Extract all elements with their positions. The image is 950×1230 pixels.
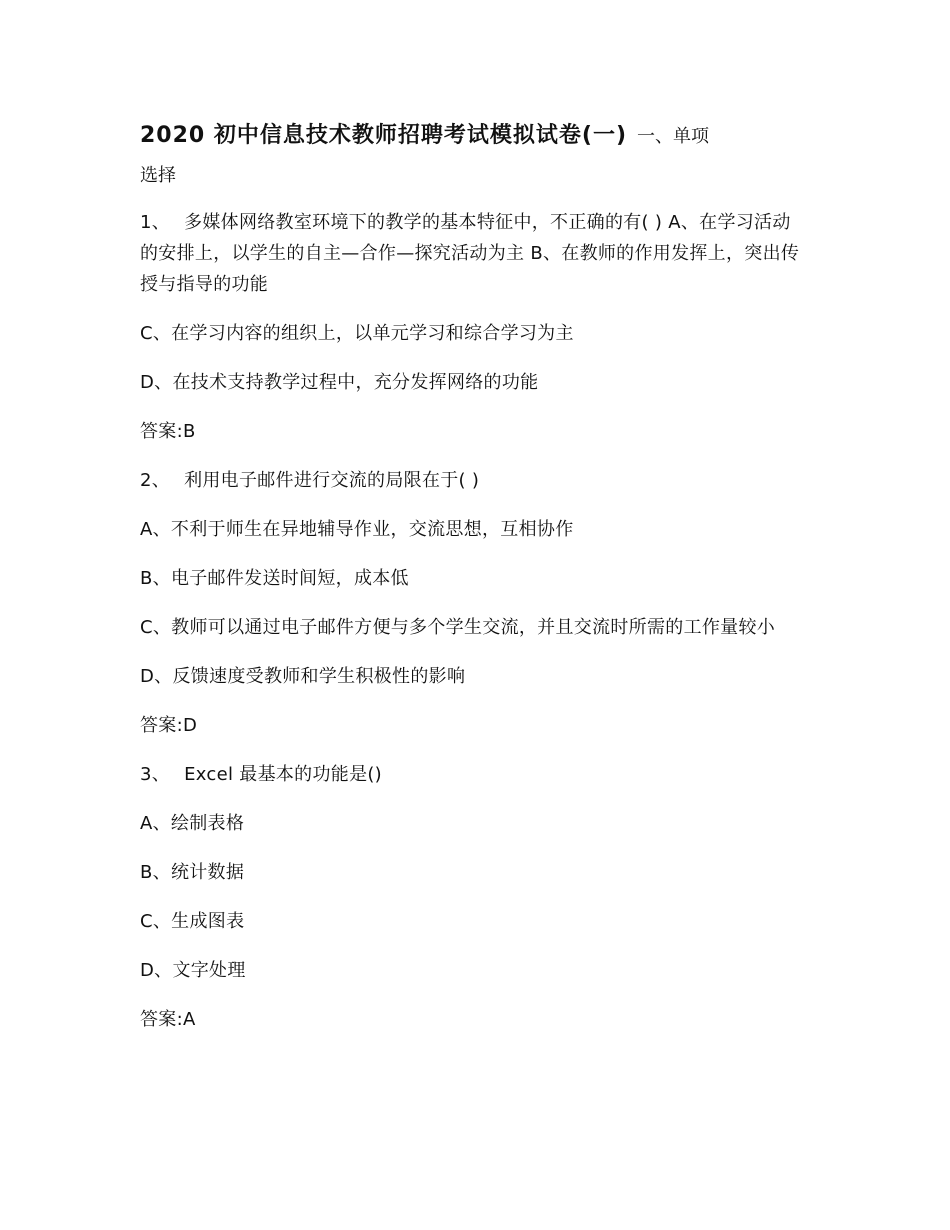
question-3-option-d: D、文字处理 [140, 960, 246, 981]
question-2-text: 利用电子邮件进行交流的局限在于( ) [184, 470, 480, 491]
question-1-answer: 答案:B [140, 421, 196, 442]
question-1-number: 1、 [140, 212, 171, 233]
question-3-option-c: C、生成图表 [140, 911, 245, 932]
question-1-option-c: C、在学习内容的组织上，以单元学习和综合学习为主 [140, 323, 574, 344]
document-body [140, 118, 808, 1035]
question-1-text: 多媒体网络教室环境下的教学的基本特征中，不正确的有( ) A、在学习活动的安排上，以学生的自主—合作—探究活动为主 B、在教师的作用发挥上，突出传授与指导的功能 [140, 212, 800, 295]
question-2-option-d: D、反馈速度受教师和学生积极性的影响 [140, 666, 466, 687]
question-2-stem [140, 465, 808, 496]
section-heading-continued: 选择 [140, 165, 176, 186]
title-main: 2020 初中信息技术教师招聘考试模拟试卷(一) [140, 123, 628, 148]
document-title [140, 118, 808, 155]
question-3-text: Excel 最基本的功能是() [184, 764, 383, 785]
question-2-option-c: C、教师可以通过电子邮件方便与多个学生交流，并且交流时所需的工作量较小 [140, 617, 776, 638]
question-2-option-b: B、电子邮件发送时间短，成本低 [140, 568, 409, 589]
question-3-option-a: A、绘制表格 [140, 813, 245, 834]
question-1-stem [140, 207, 808, 300]
question-2-number: 2、 [140, 470, 171, 491]
question-1-option-d: D、在技术支持教学过程中，充分发挥网络的功能 [140, 372, 539, 393]
question-3-option-b: B、统计数据 [140, 862, 245, 883]
question-2-option-a: A、不利于师生在异地辅导作业，交流思想，互相协作 [140, 519, 574, 540]
question-2-answer: 答案:D [140, 715, 198, 736]
question-3-answer: 答案:A [140, 1009, 196, 1030]
section-heading: 一、单项 [637, 126, 710, 147]
question-3-number: 3、 [140, 764, 171, 785]
question-3-stem [140, 759, 808, 790]
